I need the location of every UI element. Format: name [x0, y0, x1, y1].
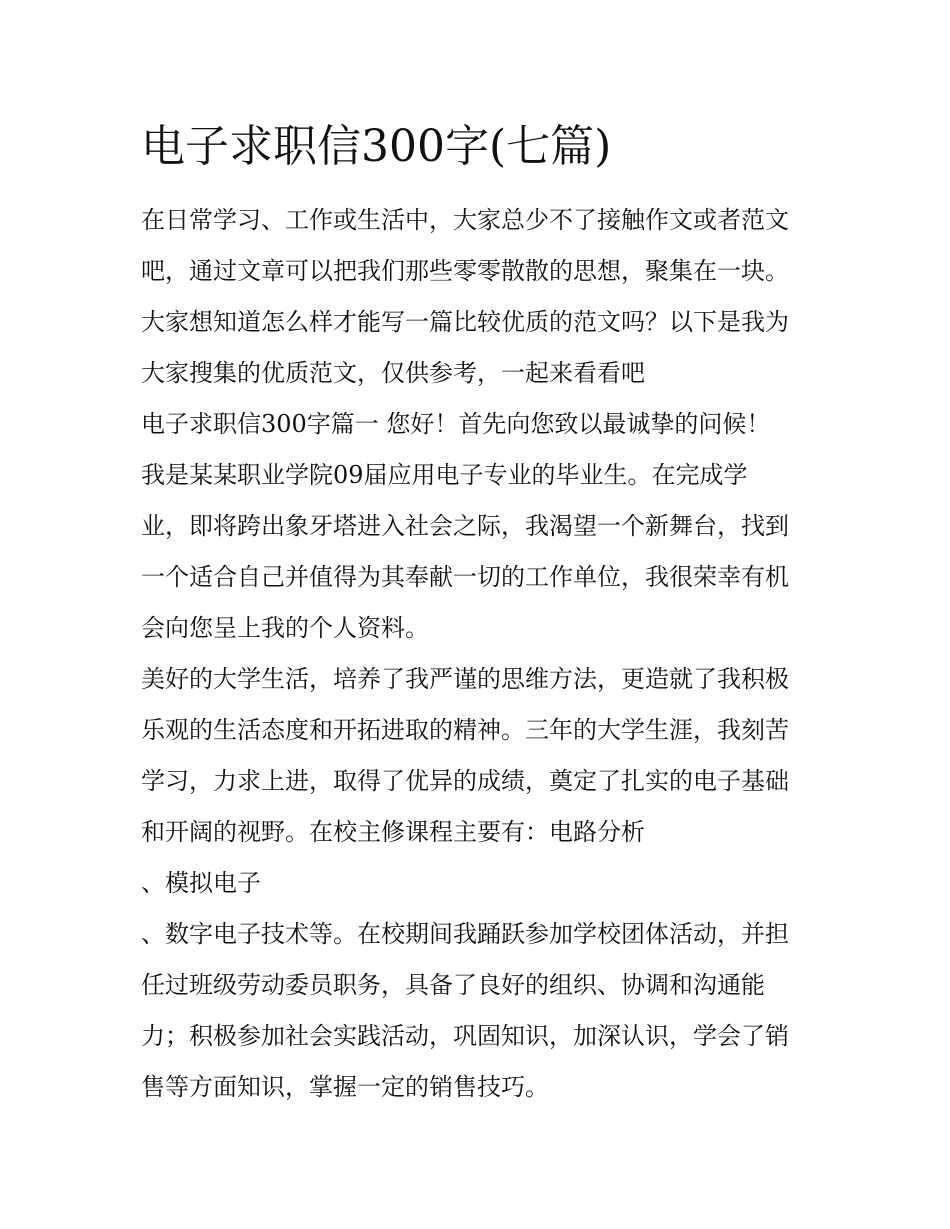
body-line: 我是某某职业学院09届应用电子专业的毕业生。在完成学	[141, 461, 748, 489]
body-line: 电子求职信300字篇一 您好！首先向您致以最诚挚的问候！	[141, 410, 771, 438]
body-line: 、数字电子技术等。在校期间我踊跃参加学校团体活动，并担	[141, 920, 789, 948]
body-line: 乐观的生活态度和开拓进取的精神。三年的大学生涯，我刻苦	[141, 716, 789, 744]
body-line: 会向您呈上我的个人资料。	[141, 614, 429, 642]
body-line: 业，即将跨出象牙塔进入社会之际，我渴望一个新舞台，找到	[141, 512, 789, 540]
body-line: 力；积极参加社会实践活动，巩固知识，加深认识，学会了销	[141, 1022, 789, 1050]
body-line: 大家搜集的优质范文，仅供参考，一起来看看吧	[141, 359, 645, 387]
body-line: 在日常学习、工作或生活中，大家总少不了接触作文或者范文	[141, 206, 789, 234]
body-line: 、模拟电子	[141, 869, 261, 897]
body-line: 吧，通过文章可以把我们那些零零散散的思想，聚集在一块。	[141, 257, 789, 285]
body-line: 售等方面知识，掌握一定的销售技巧。	[141, 1073, 549, 1101]
body-line: 学习，力求上进，取得了优异的成绩，奠定了扎实的电子基础	[141, 767, 789, 795]
body-line: 美好的大学生活，培养了我严谨的思维方法，更造就了我积极	[141, 665, 789, 693]
page-title: 电子求职信300字(七篇)	[141, 121, 612, 172]
body-line: 任过班级劳动委员职务，具备了良好的组织、协调和沟通能	[141, 971, 765, 999]
body-line: 大家想知道怎么样才能写一篇比较优质的范文吗？以下是我为	[141, 308, 789, 336]
body-line: 一个适合自己并值得为其奉献一切的工作单位，我很荣幸有机	[141, 563, 789, 591]
body-line: 和开阔的视野。在校主修课程主要有：电路分析	[141, 818, 645, 846]
